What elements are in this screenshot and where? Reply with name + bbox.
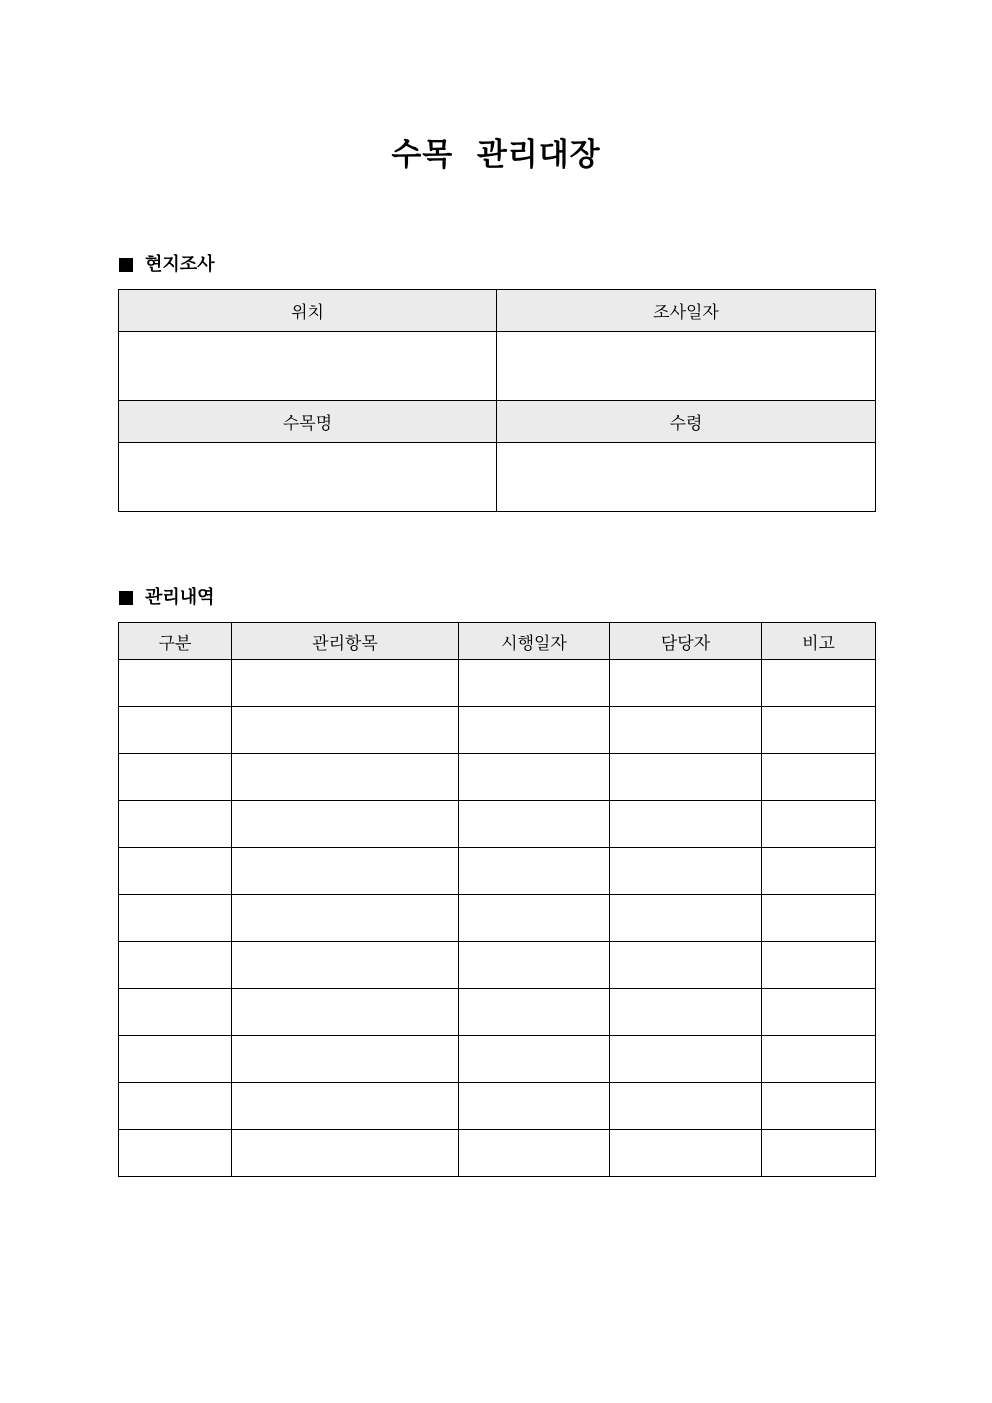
cell-item[interactable] xyxy=(232,989,459,1036)
cell-date[interactable] xyxy=(459,989,610,1036)
cell-remarks[interactable] xyxy=(762,1083,876,1130)
cell-remarks[interactable] xyxy=(762,895,876,942)
cell-category[interactable] xyxy=(119,1083,232,1130)
cell-manager[interactable] xyxy=(610,1036,762,1083)
cell-date[interactable] xyxy=(459,660,610,707)
table-row xyxy=(119,895,876,942)
column-header-category: 구분 xyxy=(119,623,232,660)
cell-remarks[interactable] xyxy=(762,1036,876,1083)
location-cell[interactable] xyxy=(119,332,497,401)
table-row xyxy=(119,1036,876,1083)
cell-remarks[interactable] xyxy=(762,707,876,754)
management-heading-label: 관리내역 xyxy=(145,587,215,608)
square-bullet-icon xyxy=(119,258,133,272)
cell-category[interactable] xyxy=(119,1130,232,1177)
cell-category[interactable] xyxy=(119,848,232,895)
cell-item[interactable] xyxy=(232,707,459,754)
square-bullet-icon xyxy=(119,591,133,605)
cell-remarks[interactable] xyxy=(762,942,876,989)
cell-date[interactable] xyxy=(459,801,610,848)
cell-category[interactable] xyxy=(119,801,232,848)
cell-manager[interactable] xyxy=(610,1130,762,1177)
cell-manager[interactable] xyxy=(610,801,762,848)
cell-category[interactable] xyxy=(119,942,232,989)
cell-item[interactable] xyxy=(232,1083,459,1130)
cell-manager[interactable] xyxy=(610,660,762,707)
management-table xyxy=(118,622,876,1177)
cell-remarks[interactable] xyxy=(762,989,876,1036)
location-header: 위치 xyxy=(119,290,497,332)
management-section-heading xyxy=(119,586,215,610)
cell-item[interactable] xyxy=(232,1036,459,1083)
cell-remarks[interactable] xyxy=(762,754,876,801)
table-row xyxy=(119,848,876,895)
cell-remarks[interactable] xyxy=(762,1130,876,1177)
cell-category[interactable] xyxy=(119,754,232,801)
tree-name-header: 수목명 xyxy=(119,401,497,443)
page-title: 수목 관리대장 xyxy=(391,137,601,173)
cell-item[interactable] xyxy=(232,801,459,848)
survey-table xyxy=(118,289,876,512)
cell-manager[interactable] xyxy=(610,707,762,754)
survey-date-header: 조사일자 xyxy=(497,290,876,332)
cell-date[interactable] xyxy=(459,848,610,895)
cell-date[interactable] xyxy=(459,942,610,989)
cell-item[interactable] xyxy=(232,848,459,895)
cell-manager[interactable] xyxy=(610,895,762,942)
cell-category[interactable] xyxy=(119,1036,232,1083)
cell-manager[interactable] xyxy=(610,942,762,989)
table-row xyxy=(119,707,876,754)
table-row xyxy=(119,1130,876,1177)
cell-date[interactable] xyxy=(459,1036,610,1083)
tree-age-header: 수령 xyxy=(497,401,876,443)
table-row xyxy=(119,754,876,801)
cell-item[interactable] xyxy=(232,942,459,989)
table-row xyxy=(119,942,876,989)
cell-item[interactable] xyxy=(232,1130,459,1177)
cell-date[interactable] xyxy=(459,754,610,801)
column-header-date: 시행일자 xyxy=(459,623,610,660)
cell-date[interactable] xyxy=(459,1083,610,1130)
cell-item[interactable] xyxy=(232,754,459,801)
cell-remarks[interactable] xyxy=(762,801,876,848)
cell-category[interactable] xyxy=(119,707,232,754)
cell-category[interactable] xyxy=(119,989,232,1036)
cell-manager[interactable] xyxy=(610,848,762,895)
survey-heading-label: 현지조사 xyxy=(145,254,215,275)
table-row xyxy=(119,660,876,707)
cell-manager[interactable] xyxy=(610,1083,762,1130)
tree-name-cell[interactable] xyxy=(119,443,497,512)
cell-manager[interactable] xyxy=(610,754,762,801)
cell-manager[interactable] xyxy=(610,989,762,1036)
table-row xyxy=(119,989,876,1036)
table-header-row xyxy=(119,623,876,660)
survey-date-cell[interactable] xyxy=(497,332,876,401)
cell-item[interactable] xyxy=(232,895,459,942)
cell-remarks[interactable] xyxy=(762,660,876,707)
cell-date[interactable] xyxy=(459,895,610,942)
table-row xyxy=(119,801,876,848)
cell-date[interactable] xyxy=(459,1130,610,1177)
cell-category[interactable] xyxy=(119,895,232,942)
tree-age-cell[interactable] xyxy=(497,443,876,512)
column-header-item: 관리항목 xyxy=(232,623,459,660)
cell-category[interactable] xyxy=(119,660,232,707)
table-row xyxy=(119,1083,876,1130)
survey-section-heading xyxy=(119,253,215,277)
cell-date[interactable] xyxy=(459,707,610,754)
column-header-manager: 담당자 xyxy=(610,623,762,660)
cell-item[interactable] xyxy=(232,660,459,707)
column-header-remarks: 비고 xyxy=(762,623,876,660)
cell-remarks[interactable] xyxy=(762,848,876,895)
